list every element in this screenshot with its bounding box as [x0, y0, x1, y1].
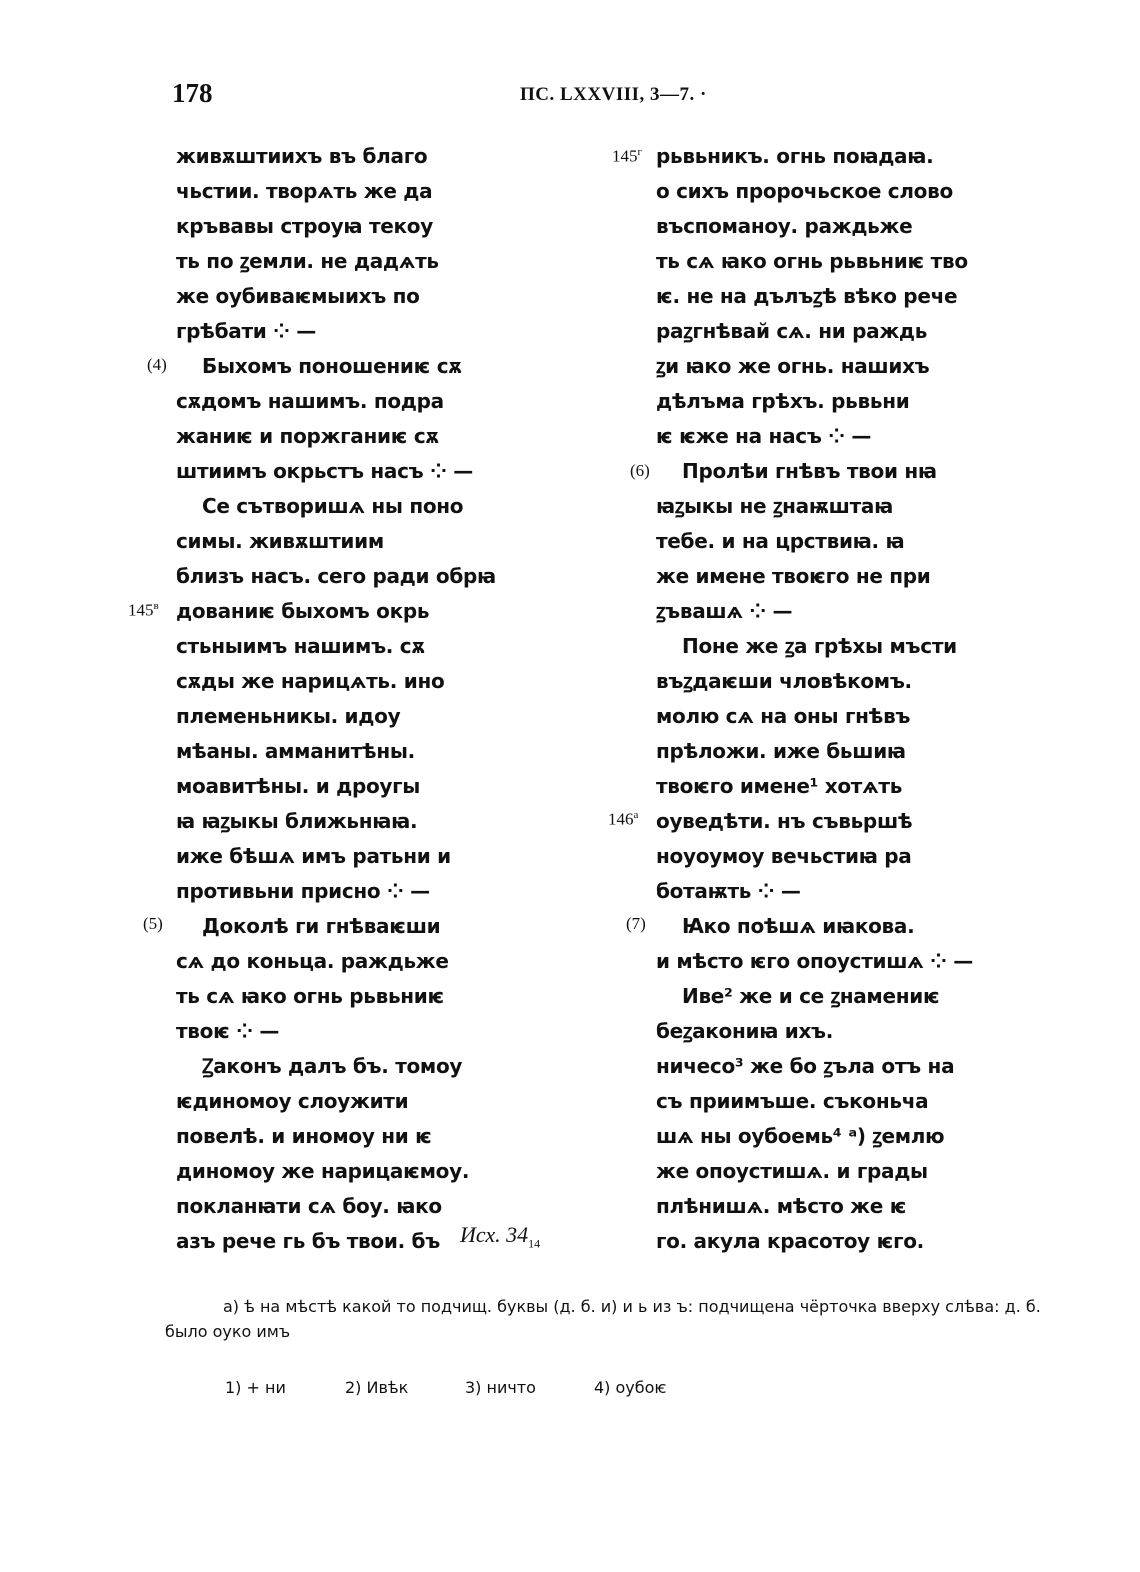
text-line: сѧ до коньца. раждьже	[176, 949, 449, 973]
text-line: ботаѭть ⁘ —	[656, 879, 801, 903]
verse-marker-5: (5)	[143, 914, 163, 933]
text-line: покланꙗти сѧ боу. ꙗко	[176, 1194, 442, 1218]
text-line: рьвьникъ. огнь поꙗдаꙗ.	[656, 144, 934, 168]
text-line: диномоу же нарицаѥмоу.	[176, 1159, 470, 1183]
text-line: ꙗꙁыкы не ꙁнаѭштаꙗ	[656, 494, 893, 518]
text-line: Ꙗко поѣшѧ иꙗкова.	[682, 914, 915, 938]
text-line: живѫштиихъ въ благо	[176, 144, 428, 168]
text-line: моавитѣны. и дроугы	[176, 774, 421, 798]
text-line: ꙗ ꙗꙁыкы ближьнꙗꙗ.	[176, 809, 418, 833]
text-line: съ приимъше. съконьча	[656, 1089, 929, 1113]
text-line: ть сѧ ꙗко огнь рьвьниѥ	[176, 984, 445, 1008]
verse-marker-4: (4)	[147, 355, 167, 374]
text-line: мѣаны. амманитѣны.	[176, 739, 415, 763]
text-line: симы. живѫштиим	[176, 529, 384, 553]
text-line: Иве² же и се ꙁнамениѥ	[682, 984, 940, 1008]
text-line: твоѥ ⁘ —	[176, 1019, 280, 1043]
folio-number: 145	[128, 600, 154, 620]
footnote-2: 2) Ивѣк	[345, 1378, 409, 1397]
text-line: раꙁгнѣвай сѧ. ни раждь	[656, 319, 928, 343]
text-line: же имене твоѥго не при	[656, 564, 931, 588]
text-line: жаниѥ и поржганиѥ сѫ	[176, 424, 439, 448]
cross-reference-verse: 14	[528, 1236, 541, 1251]
text-line: и мѣсто ѥго опоустишѧ ⁘ —	[656, 949, 973, 973]
footnote-3: 3) ничто	[465, 1378, 536, 1397]
text-line: ничесо³ же бо ꙁъла отъ на	[656, 1054, 955, 1078]
text-line: штиимъ окрьстъ насъ ⁘ —	[176, 459, 473, 483]
text-line: плѣнишѧ. мѣсто же ѥ	[656, 1194, 907, 1218]
text-line: сѫды же нарицѧть. ино	[176, 669, 445, 693]
folio-side: а	[633, 809, 639, 821]
page-number: 178	[172, 78, 213, 108]
text-line: противьни присно ⁘ —	[176, 879, 430, 903]
text-line: кръвавы строуꙗ текоу	[176, 214, 433, 238]
text-line: прѣложи. иже бьшиꙗ	[656, 739, 906, 763]
folio-146a	[608, 810, 638, 828]
text-line: Пролѣи гнѣвъ твои нꙗ	[682, 459, 937, 483]
cross-reference-text: Исх. 34	[460, 1222, 529, 1247]
text-line: Поне же ꙁа грѣхы мъсти	[682, 634, 957, 658]
text-line: ꙁъвашѧ ⁘ —	[656, 599, 793, 623]
folio-side: г	[637, 146, 643, 158]
verse-marker-6: (6)	[630, 461, 650, 480]
text-line: молю сѧ на оны гнѣвъ	[656, 704, 911, 728]
footnote-1: 1) + ни	[225, 1378, 286, 1397]
text-line: стьныимъ нашимъ. сѫ	[176, 634, 425, 658]
folio-number: 146	[608, 809, 634, 829]
text-line: о сихъ пророчьское слово	[656, 179, 953, 203]
text-line: Доколѣ ги гнѣваѥши	[202, 914, 441, 938]
text-line: повелѣ. и иномоу ни ѥ	[176, 1124, 432, 1148]
text-line: Быхомъ поношениѥ сѫ	[202, 354, 462, 378]
folio-number: 145	[612, 146, 638, 166]
text-line: въспоманоу. раждьже	[656, 214, 913, 238]
text-line: близъ насъ. сего ради обрꙗ	[176, 564, 496, 588]
text-line: оуведѣти. нъ съвьршѣ	[656, 809, 913, 833]
text-line: племеньникы. идоу	[176, 704, 401, 728]
text-line: ть сѧ ꙗко огнь рьвьниѥ тво	[656, 249, 968, 273]
text-line: ѥ. не на дълъꙁѣ вѣко рече	[656, 284, 958, 308]
folio-side: в	[153, 600, 159, 612]
text-line: тебе. и на црствиꙗ. ꙗ	[656, 529, 905, 553]
text-line: дованиѥ быхомъ окрь	[176, 599, 430, 623]
text-line: сѫдомъ нашимъ. подра	[176, 389, 444, 413]
cross-reference	[460, 1222, 540, 1251]
text-line: ноуоумоу вечьстиꙗ ра	[656, 844, 912, 868]
text-line: ть по ꙁемли. не дадѧть	[176, 249, 439, 273]
footnote-4: 4) оубоѥ	[594, 1378, 667, 1397]
text-line: грѣбати ⁘ —	[176, 319, 316, 343]
verse-marker-7: (7)	[626, 914, 646, 933]
text-line: азъ рече гь бъ твои. бъ	[176, 1229, 440, 1253]
text-line: Ꙁаконъ далъ бъ. томоу	[202, 1054, 463, 1078]
text-line: чьстии. творѧть же да	[176, 179, 433, 203]
text-line: го. акула красотоу ѥго.	[656, 1229, 924, 1253]
text-line: твоѥго имене¹ хотѧть	[656, 774, 903, 798]
text-line: ꙁи ꙗко же огнь. нашихъ	[656, 354, 930, 378]
text-line: Се сътворишѧ ны поно	[202, 494, 464, 518]
folio-145g	[612, 147, 642, 165]
text-line: же оубиваѥмыихъ по	[176, 284, 420, 308]
text-line: шѧ ны оубоемь⁴ ᵃ) ꙁемлю	[656, 1124, 945, 1148]
running-head: ПС. LXXVIII, 3—7. ·	[520, 84, 707, 105]
text-line: ѥдиномоу слоужити	[176, 1089, 409, 1113]
text-line: въꙁдаѥши чловѣкомъ.	[656, 669, 912, 693]
text-line: иже бѣшѧ имъ ратьни и	[176, 844, 451, 868]
text-line: дѣлъма грѣхъ. рьвьни	[656, 389, 910, 413]
text-line: беꙁакониꙗ ихъ.	[656, 1019, 834, 1043]
footnote-a: а) ѣ на мѣстѣ какой то подчищ. буквы (д. б. и) и ь из ъ: подчищена чёрточка вверху слѣва: д. б. было оуко имъ	[165, 1297, 1041, 1341]
text-line: же опоустишѧ. и грады	[656, 1159, 928, 1183]
text-line: ѥ ѥже на насъ ⁘ —	[656, 424, 872, 448]
folio-145v	[128, 601, 159, 619]
